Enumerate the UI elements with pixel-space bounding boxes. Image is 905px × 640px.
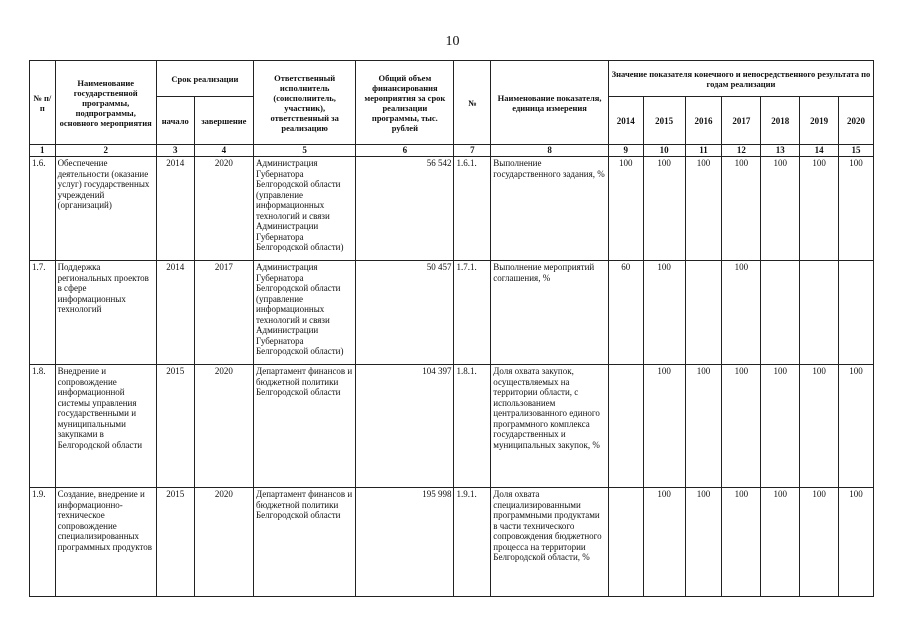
row-end: 2020 bbox=[194, 488, 253, 597]
column-number: 5 bbox=[254, 145, 356, 157]
row-value: 100 bbox=[643, 365, 685, 488]
table-row bbox=[30, 488, 874, 597]
header-year: 2015 bbox=[643, 97, 685, 145]
row-value: 100 bbox=[643, 488, 685, 597]
header-indicator-num: № bbox=[454, 61, 491, 145]
table-row bbox=[30, 365, 874, 488]
row-value bbox=[761, 261, 800, 365]
header-end: завершение bbox=[194, 97, 253, 145]
header-funding: Общий объем финансирования мероприятия за срок реализации программы, тыс. рублей bbox=[356, 61, 454, 145]
row-end: 2020 bbox=[194, 365, 253, 488]
column-number: 13 bbox=[761, 145, 800, 157]
row-value: 100 bbox=[643, 261, 685, 365]
row-indicator-name: Доля охвата специализированными программными продуктами в части технического сопровождения бюджетного процесса на территории Белгородской области, % bbox=[491, 488, 609, 597]
row-value bbox=[608, 365, 643, 488]
table-row bbox=[30, 261, 874, 365]
header-indicator-name: Наименование показателя, единица измерения bbox=[491, 61, 609, 145]
row-value: 100 bbox=[643, 157, 685, 261]
row-num: 1.9. bbox=[30, 488, 56, 597]
row-value: 100 bbox=[722, 488, 761, 597]
row-value: 100 bbox=[800, 157, 839, 261]
row-value: 100 bbox=[839, 488, 874, 597]
row-value: 100 bbox=[722, 157, 761, 261]
column-number: 6 bbox=[356, 145, 454, 157]
row-end: 2017 bbox=[194, 261, 253, 365]
header-name: Наименование государственной программы, подпрограммы, основного мероприятия bbox=[55, 61, 156, 145]
header-year: 2018 bbox=[761, 97, 800, 145]
row-value: 100 bbox=[800, 488, 839, 597]
row-executor: Департамент финансов и бюджетной политики Белгородской области bbox=[254, 365, 356, 488]
column-number: 4 bbox=[194, 145, 253, 157]
row-value: 100 bbox=[685, 365, 722, 488]
row-value: 100 bbox=[722, 365, 761, 488]
row-start: 2015 bbox=[156, 488, 194, 597]
row-value: 60 bbox=[608, 261, 643, 365]
row-num: 1.6. bbox=[30, 157, 56, 261]
row-start: 2014 bbox=[156, 157, 194, 261]
row-value: 100 bbox=[761, 365, 800, 488]
column-number: 8 bbox=[491, 145, 609, 157]
row-value: 100 bbox=[685, 157, 722, 261]
column-number: 12 bbox=[722, 145, 761, 157]
row-value bbox=[800, 261, 839, 365]
program-table bbox=[29, 60, 874, 597]
row-value: 100 bbox=[839, 365, 874, 488]
row-value bbox=[685, 261, 722, 365]
row-funding: 56 542 bbox=[356, 157, 454, 261]
header-values-title: Значение показателя конечного и непосредственного результата по годам реализации bbox=[608, 61, 873, 97]
header-year: 2017 bbox=[722, 97, 761, 145]
row-value: 100 bbox=[761, 488, 800, 597]
row-value bbox=[839, 261, 874, 365]
row-indicator-num: 1.7.1. bbox=[454, 261, 491, 365]
row-indicator-name: Выполнение государственного задания, % bbox=[491, 157, 609, 261]
column-number: 3 bbox=[156, 145, 194, 157]
column-number: 1 bbox=[30, 145, 56, 157]
row-name: Создание, внедрение и информационно-техническое сопровождение специализированных программных продуктов bbox=[55, 488, 156, 597]
row-funding: 50 457 bbox=[356, 261, 454, 365]
row-num: 1.7. bbox=[30, 261, 56, 365]
row-indicator-num: 1.8.1. bbox=[454, 365, 491, 488]
header-year: 2020 bbox=[839, 97, 874, 145]
column-number: 15 bbox=[839, 145, 874, 157]
row-executor: Департамент финансов и бюджетной политики Белгородской области bbox=[254, 488, 356, 597]
row-executor: Администрация Губернатора Белгородской области (управление информационных технологий и связи Администрации Губернатора Белгородской области) bbox=[254, 261, 356, 365]
row-funding: 104 397 bbox=[356, 365, 454, 488]
row-value: 100 bbox=[722, 261, 761, 365]
row-indicator-name: Доля охвата закупок, осуществляемых на территории области, с использованием централизованного единого программного комплекса государственных и муниципальных закупок, % bbox=[491, 365, 609, 488]
row-funding: 195 998 bbox=[356, 488, 454, 597]
header-year: 2019 bbox=[800, 97, 839, 145]
column-number: 10 bbox=[643, 145, 685, 157]
header-num: № п/п bbox=[30, 61, 56, 145]
column-numbers-row bbox=[30, 145, 874, 157]
row-name: Поддержка региональных проектов в сфере информационных технологий bbox=[55, 261, 156, 365]
row-num: 1.8. bbox=[30, 365, 56, 488]
row-value: 100 bbox=[839, 157, 874, 261]
row-value bbox=[608, 488, 643, 597]
column-number: 14 bbox=[800, 145, 839, 157]
column-number: 2 bbox=[55, 145, 156, 157]
header-executor: Ответственный исполнитель (соисполнитель, участник), ответственный за реализацию bbox=[254, 61, 356, 145]
row-start: 2014 bbox=[156, 261, 194, 365]
header-period: Срок реализации bbox=[156, 61, 253, 97]
header-year: 2016 bbox=[685, 97, 722, 145]
column-number: 11 bbox=[685, 145, 722, 157]
row-indicator-num: 1.6.1. bbox=[454, 157, 491, 261]
row-value: 100 bbox=[761, 157, 800, 261]
row-executor: Администрация Губернатора Белгородской области (управление информационных технологий и связи Администрации Губернатора Белгородской области) bbox=[254, 157, 356, 261]
row-indicator-name: Выполнение мероприятий соглашения, % bbox=[491, 261, 609, 365]
row-value: 100 bbox=[800, 365, 839, 488]
row-name: Обеспечение деятельности (оказание услуг) государственных учреждений (организаций) bbox=[55, 157, 156, 261]
row-value: 100 bbox=[685, 488, 722, 597]
header-year: 2014 bbox=[608, 97, 643, 145]
row-start: 2015 bbox=[156, 365, 194, 488]
row-indicator-num: 1.9.1. bbox=[454, 488, 491, 597]
row-value: 100 bbox=[608, 157, 643, 261]
column-number: 9 bbox=[608, 145, 643, 157]
header-start: начало bbox=[156, 97, 194, 145]
table-row bbox=[30, 157, 874, 261]
page-number: 10 bbox=[445, 34, 460, 49]
row-end: 2020 bbox=[194, 157, 253, 261]
row-name: Внедрение и сопровождение информационной системы управления государственными и муниципальными закупками в Белгородской области bbox=[55, 365, 156, 488]
column-number: 7 bbox=[454, 145, 491, 157]
